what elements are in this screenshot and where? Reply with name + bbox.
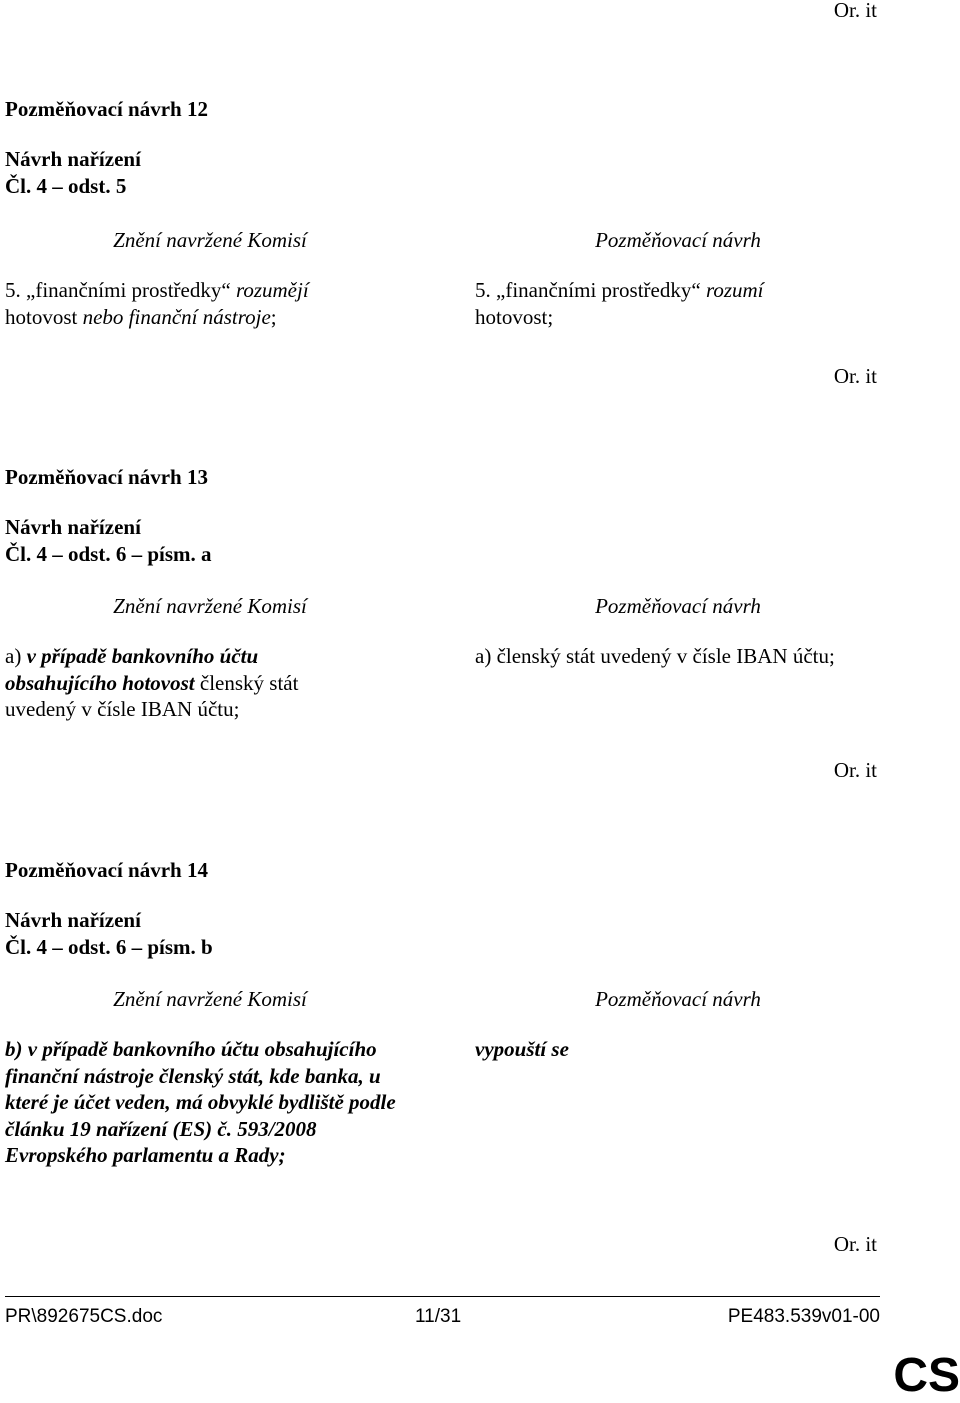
commission-text bbox=[5, 643, 345, 723]
amendment-title: Pozměňovací návrh 13 bbox=[5, 465, 208, 489]
footer-document-id: PR\892675CS.doc bbox=[5, 1306, 163, 1327]
text-run: hotovost bbox=[5, 304, 83, 329]
amendment-header: Pozměňovací návrh bbox=[595, 987, 761, 1011]
commission-text-header: Znění navržené Komisí bbox=[113, 228, 307, 252]
text-run: hotovost; bbox=[475, 304, 554, 329]
proposal-label: Návrh nařízení bbox=[5, 515, 141, 539]
proposal-label: Návrh nařízení bbox=[5, 147, 141, 171]
original-language-note: Or. it bbox=[833, 0, 877, 22]
footer-rule bbox=[5, 1296, 880, 1297]
amendment-text bbox=[475, 277, 835, 330]
text-run: členský stát uvedený v čísle IBAN účtu; bbox=[5, 670, 299, 721]
commission-text bbox=[5, 1036, 400, 1169]
text-run: rozumí bbox=[705, 278, 764, 302]
footer-pe-number: PE483.539v01-00 bbox=[727, 1306, 880, 1327]
original-language-note: Or. it bbox=[833, 758, 877, 782]
original-language-note: Or. it bbox=[833, 364, 877, 388]
amendment-header: Pozměňovací návrh bbox=[595, 594, 761, 618]
commission-text-header: Znění navržené Komisí bbox=[113, 987, 307, 1011]
text-run: vypouští se bbox=[475, 1037, 569, 1061]
amendment-title: Pozměňovací návrh 14 bbox=[5, 858, 208, 882]
amendment-header: Pozměňovací návrh bbox=[595, 228, 761, 252]
commission-text-header: Znění navržené Komisí bbox=[113, 594, 307, 618]
text-run: ; bbox=[270, 304, 277, 329]
amendment-title: Pozměňovací návrh 12 bbox=[5, 97, 208, 121]
amendment-text bbox=[475, 1036, 835, 1063]
text-run: 5. „finančními prostředky“ bbox=[5, 278, 236, 302]
language-code-badge: CS bbox=[893, 1349, 960, 1402]
text-run: nebo finanční nástroje bbox=[82, 304, 271, 329]
text-run: b) v případě bankovního účtu obsahujícího finanční nástroje členský stát, kde banka, u které je účet veden, má obvyklé bydliště podle článku 19 nařízení (ES) č. 593/2008 Evropského parlamentu a Rady; bbox=[5, 1037, 396, 1167]
text-run: v případě bankovního účtu obsahujícího hotovost bbox=[5, 644, 259, 695]
proposal-label: Návrh nařízení bbox=[5, 908, 141, 932]
footer-page-number: 11/31 bbox=[415, 1306, 462, 1327]
amendment-text bbox=[475, 643, 915, 670]
text-run: 5. „finančními prostředky“ bbox=[475, 278, 706, 302]
text-run: rozumějí bbox=[235, 278, 309, 302]
text-run: a) členský stát uvedený v čísle IBAN účtu; bbox=[475, 644, 835, 668]
text-run: a) bbox=[5, 644, 27, 668]
article-reference: Čl. 4 – odst. 6 – písm. a bbox=[5, 542, 212, 566]
article-reference: Čl. 4 – odst. 5 bbox=[5, 174, 127, 198]
article-reference: Čl. 4 – odst. 6 – písm. b bbox=[5, 935, 213, 959]
original-language-note: Or. it bbox=[833, 1232, 877, 1256]
commission-text bbox=[5, 277, 365, 330]
